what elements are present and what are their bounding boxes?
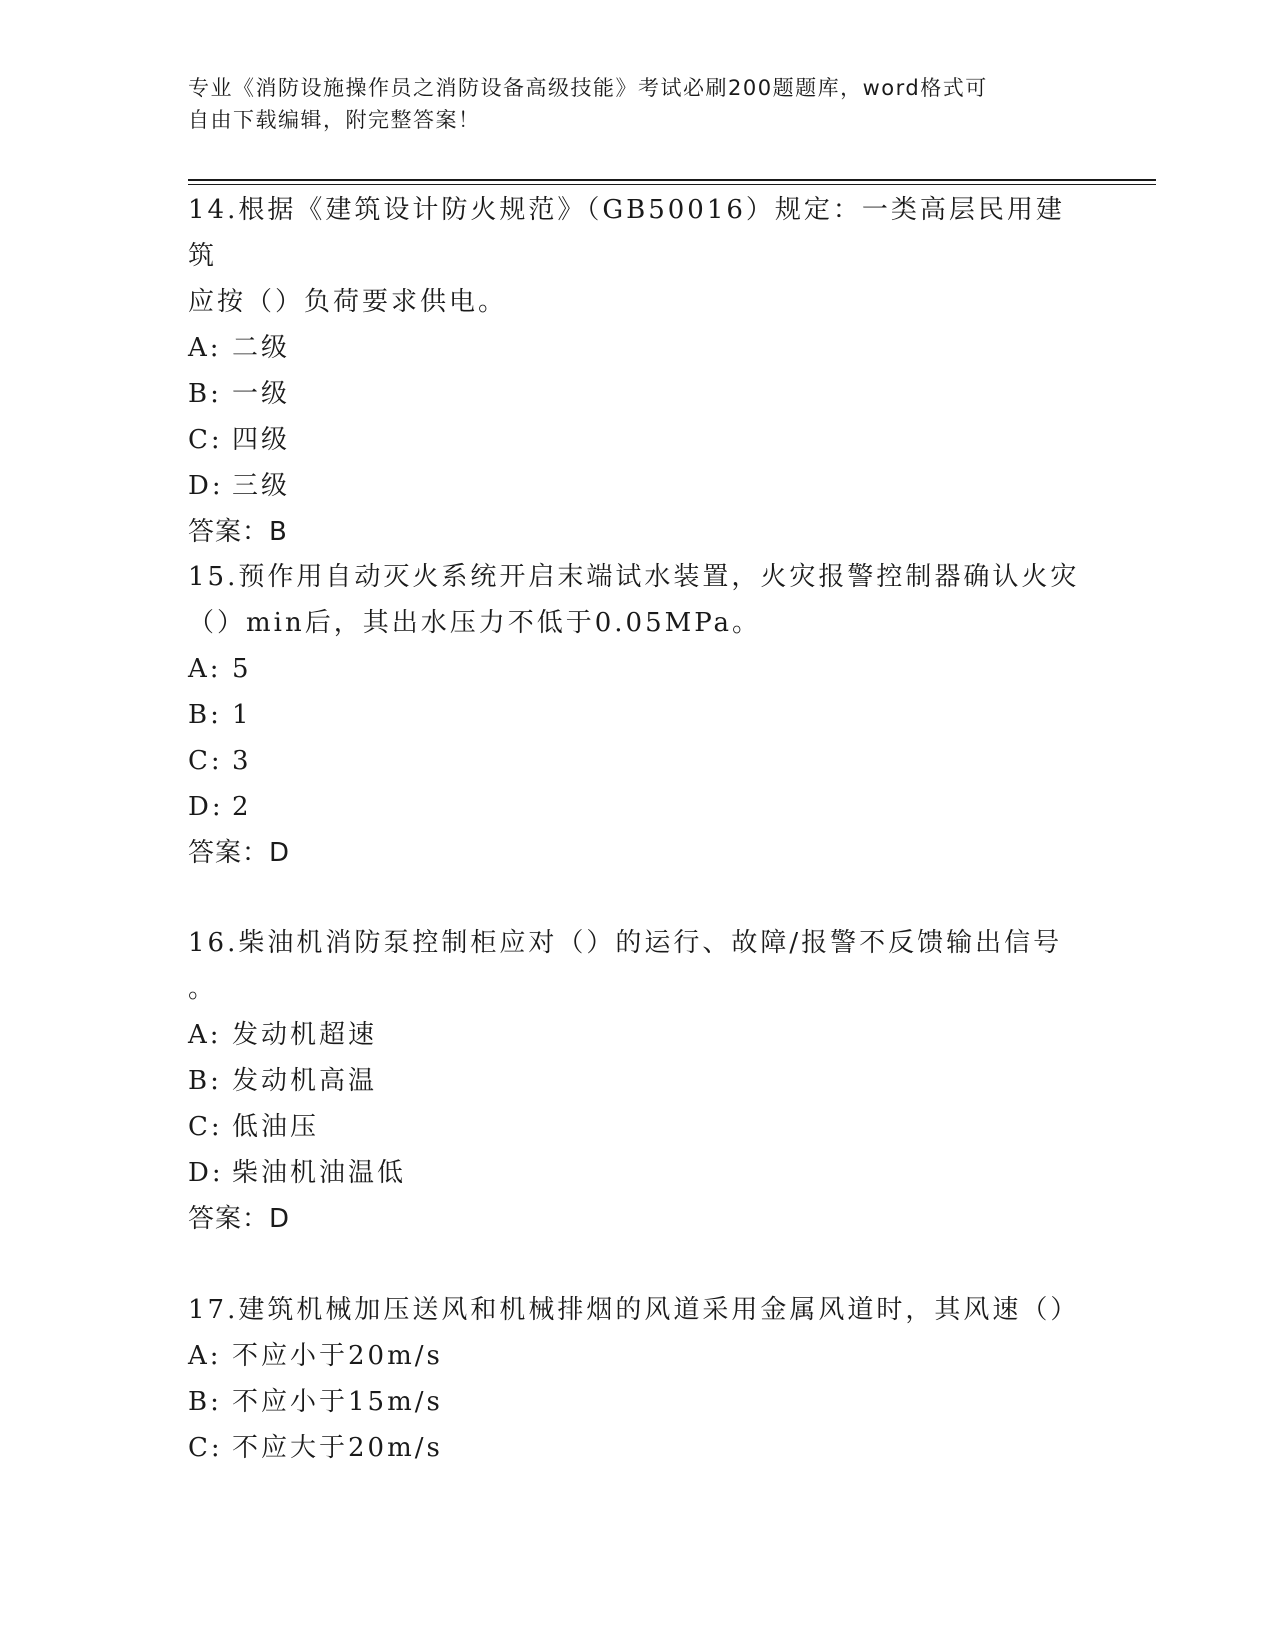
question-text-line: 14.根据《建筑设计防火规范》（GB50016）规定：一类高层民用建筑 xyxy=(188,195,1065,271)
option-key: B: xyxy=(188,1387,222,1417)
option-text: 2 xyxy=(232,792,252,822)
option-d xyxy=(188,1150,1088,1196)
option-key: A: xyxy=(188,1020,222,1050)
option-text: 低油压 xyxy=(232,1112,320,1142)
option-d xyxy=(188,463,1088,509)
header-line-2: 自由下载编辑，附完整答案！ xyxy=(188,108,481,132)
header-divider-thick xyxy=(188,179,1156,181)
option-c xyxy=(188,738,1088,784)
option-text: 发动机高温 xyxy=(232,1066,378,1096)
header-line-1: 专业《消防设施操作员之消防设备高级技能》考试必刷200题题库，word格式可 xyxy=(188,76,988,100)
option-text: 3 xyxy=(232,746,252,776)
option-b xyxy=(188,371,1088,417)
option-c xyxy=(188,1104,1088,1150)
question-text-line: 17.建筑机械加压送风和机械排烟的风道采用金属风道时，其风速（） xyxy=(188,1295,1080,1325)
document-header xyxy=(188,72,1088,136)
option-b xyxy=(188,1379,1088,1425)
option-text: 三级 xyxy=(232,471,291,501)
option-c xyxy=(188,1425,1088,1471)
option-c xyxy=(188,417,1088,463)
option-a xyxy=(188,325,1088,371)
question-text-line: 应按（）负荷要求供电。 xyxy=(188,287,508,317)
option-key: C: xyxy=(188,425,223,455)
option-text: 1 xyxy=(232,700,252,730)
question-text-line: （）min后，其出水压力不低于0.05MPa。 xyxy=(188,608,762,638)
option-a xyxy=(188,1333,1088,1379)
option-text: 不应大于20m/s xyxy=(232,1433,443,1463)
option-key: D: xyxy=(188,792,224,822)
question-14 xyxy=(188,187,1088,555)
option-text: 二级 xyxy=(232,333,291,363)
option-text: 柴油机油温低 xyxy=(232,1158,407,1188)
option-key: A: xyxy=(188,654,222,684)
answer-label: 答案：B xyxy=(188,517,288,547)
option-key: C: xyxy=(188,746,223,776)
option-b xyxy=(188,692,1088,738)
option-text: 发动机超速 xyxy=(232,1020,378,1050)
option-key: C: xyxy=(188,1433,223,1463)
option-text: 四级 xyxy=(232,425,291,455)
answer-label: 答案：D xyxy=(188,838,291,868)
option-key: A: xyxy=(188,333,222,363)
option-key: D: xyxy=(188,1158,224,1188)
option-a xyxy=(188,646,1088,692)
question-text-line: 15.预作用自动灭火系统开启末端试水装置，火灾报警控制器确认火灾 xyxy=(188,562,1080,592)
option-key: B: xyxy=(188,1066,222,1096)
option-a xyxy=(188,1012,1088,1058)
answer-label: 答案：D xyxy=(188,1204,291,1234)
question-text-line: 16.柴油机消防泵控制柜应对（）的运行、故障/报警不反馈输出信号 xyxy=(188,928,1063,958)
option-b xyxy=(188,1058,1088,1104)
option-text: 不应小于20m/s xyxy=(232,1341,443,1371)
option-key: A: xyxy=(188,1341,222,1371)
option-key: B: xyxy=(188,379,222,409)
header-divider-thin xyxy=(188,184,1156,185)
option-key: D: xyxy=(188,471,224,501)
option-text: 5 xyxy=(232,654,252,684)
option-text: 一级 xyxy=(232,379,291,409)
option-key: C: xyxy=(188,1112,223,1142)
question-15 xyxy=(188,554,1088,876)
question-text-line: 。 xyxy=(188,974,218,1004)
option-key: B: xyxy=(188,700,222,730)
option-text: 不应小于15m/s xyxy=(232,1387,443,1417)
question-17 xyxy=(188,1287,1088,1471)
option-d xyxy=(188,784,1088,830)
question-16 xyxy=(188,920,1088,1242)
